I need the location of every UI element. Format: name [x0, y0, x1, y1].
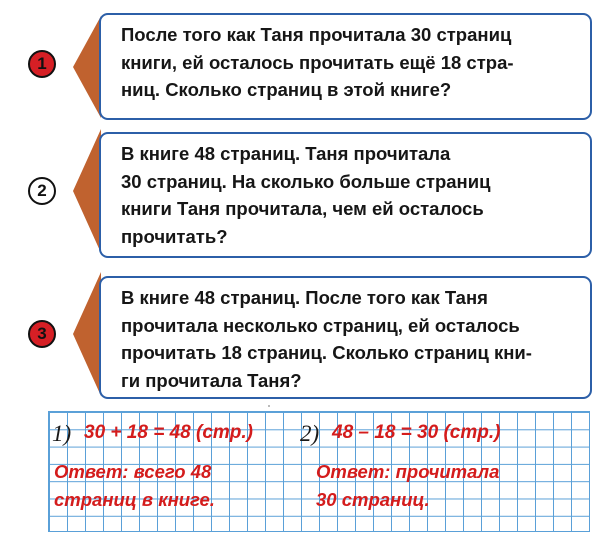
problem-1-line-2: книги, ей осталось прочитать ещё 18 стра- [121, 51, 514, 73]
problem-2-line-1: В книге 48 страниц. Таня прочитала [121, 143, 451, 164]
problem-3-card [99, 276, 592, 399]
problem-3-pointer [73, 272, 101, 396]
problem-2-card [99, 132, 592, 258]
problem-3-line-1: В книге 48 страниц. После того как Таня [121, 287, 488, 308]
solution-2-answer-line-2: 30 страниц. [316, 489, 430, 510]
problem-1-line-3: ниц. Сколько страниц в этой книге? [121, 79, 452, 100]
problem-2-line-3: книги Таня прочитала, чем ей осталось [121, 198, 484, 219]
problem-1-marker [28, 50, 56, 78]
problem-2-line-4: прочитать? [121, 225, 228, 247]
solution-2-number: 2) [300, 421, 320, 446]
problem-1-card [99, 13, 592, 120]
problem-1-line-1: После того как Таня прочитала 30 страниц [121, 24, 512, 45]
problem-1-number: 1 [37, 54, 47, 73]
solution-1-number: 1) [52, 421, 72, 446]
solution-1-equation: 30 + 18 = 48 (стр.) [84, 422, 253, 443]
stray-dot [268, 405, 270, 407]
problem-2-line-2: 30 страниц. На сколько больше страниц [121, 170, 491, 192]
solution-2-equation: 48 – 18 = 30 (стр.) [332, 422, 501, 443]
problem-2-marker [28, 177, 56, 205]
solution-2-answer-line-1: Ответ: прочитала [316, 461, 500, 482]
solution-1-answer-line-1: Ответ: всего 48 [54, 461, 212, 482]
problem-1-pointer [73, 16, 101, 118]
problem-3-number: 3 [37, 324, 47, 343]
problem-2-number: 2 [37, 181, 47, 200]
problem-1-text [121, 21, 576, 104]
solution-1-answer-line-2: страниц в книге. [54, 489, 215, 510]
problem-3-line-2: прочитала несколько страниц, ей осталось [121, 314, 520, 336]
problem-2-pointer [73, 129, 101, 253]
problem-3-line-4: ги прочитала Таня? [121, 369, 302, 391]
problem-2-text [121, 140, 576, 250]
problem-3-line-3: прочитать 18 страниц. Сколько страниц кни- [121, 342, 532, 363]
problem-3-marker [28, 320, 56, 348]
problem-3-text [121, 284, 576, 394]
